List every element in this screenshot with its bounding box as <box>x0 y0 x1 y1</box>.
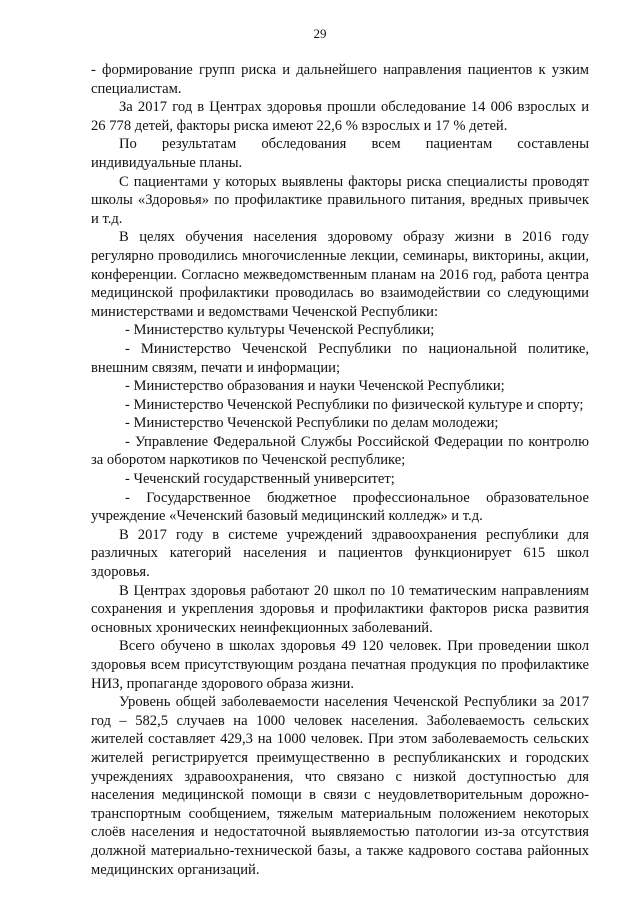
paragraph: В Центрах здоровья работают 20 школ по 10 тематическим направлениям сохранения и укрепления здоровья и профилактики факторов риска развития основных хронических неинфекционных заболеваний. <box>91 582 589 636</box>
list-item: - Министерство Чеченской Республики по национальной политике, внешним связям, печати и информации; <box>91 340 589 376</box>
list-item: - Государственное бюджетное профессиональное образовательное учреждение «Чеченский базовый медицинский колледж» и т.д. <box>91 489 589 525</box>
list-item: - Министерство культуры Чеченской Республики; <box>125 322 435 339</box>
paragraph: - формирование групп риска и дальнейшего направления пациентов к узким специалистам. <box>91 62 589 97</box>
paragraph: Уровень общей заболеваемости населения Чеченской Республики за 2017 год – 582,5 случаев на 1000 человек населения. Заболеваемость сельских жителей составляет 429,3 на 1000 человек. При этом заболеваемость сельских жителей регистрируется преимущественно в республиканских и городских учреждениях здравоохранения, что связано с низкой доступностью для населения медицинской помощи в связи с неудовлетворительным дорожно-транспортным сообщением, тяжелым материальным положением некоторых слоёв населения и недостаточной выявляемостью патологии из-за отсутствия должной материально-технической базы, а также кадрового состава районных медицинских организаций. <box>91 694 589 878</box>
list-item: - Министерство Чеченской Республики по физической культуре и спорту; <box>125 396 584 413</box>
paragraph: С пациентами у которых выявлены факторы риска специалисты проводят школы «Здоровья» по профилактике правильного питания, вредных привычек и т.д. <box>91 173 589 227</box>
list-item: - Чеченский государственный университет; <box>125 471 395 488</box>
paragraph: За 2017 год в Центрах здоровья прошли обследование 14 006 взрослых и 26 778 детей, факторы риска имеют 22,6 % взрослых и 17 % детей. <box>91 99 589 134</box>
paragraph: В 2017 году в системе учреждений здравоохранения республики для различных категорий населения и пациентов функционирует 615 школ здоровья. <box>91 526 589 581</box>
list-item: - Министерство Чеченской Республики по делам молодежи; <box>125 415 499 432</box>
paragraph: По результатам обследования всем пациентам составлены индивидуальные планы. <box>91 136 589 171</box>
paragraph: Всего обучено в школах здоровья 49 120 человек. При проведении школ здоровья всем присутствующим роздана печатная продукция по профилактике НИЗ, пропаганде здорового образа жизни. <box>91 638 589 692</box>
paragraph: В целях обучения населения здоровому образу жизни в 2016 году регулярно проводились многочисленные лекции, семинары, викторины, акции, конференции. Согласно межведомственным планам на 2016 год, работа центра медицинской профилактики проводилась во взаимодействии со следующими министерствами и ведомствами Чеченской Республики: <box>91 229 589 320</box>
page-number: 29 <box>313 26 327 41</box>
body-text <box>91 61 589 879</box>
list-item: - Управление Федеральной Службы Российской Федерации по контролю за оборотом наркотиков по Чеченской республике; <box>91 433 589 469</box>
list-item: - Министерство образования и науки Чеченской Республики; <box>125 378 505 395</box>
